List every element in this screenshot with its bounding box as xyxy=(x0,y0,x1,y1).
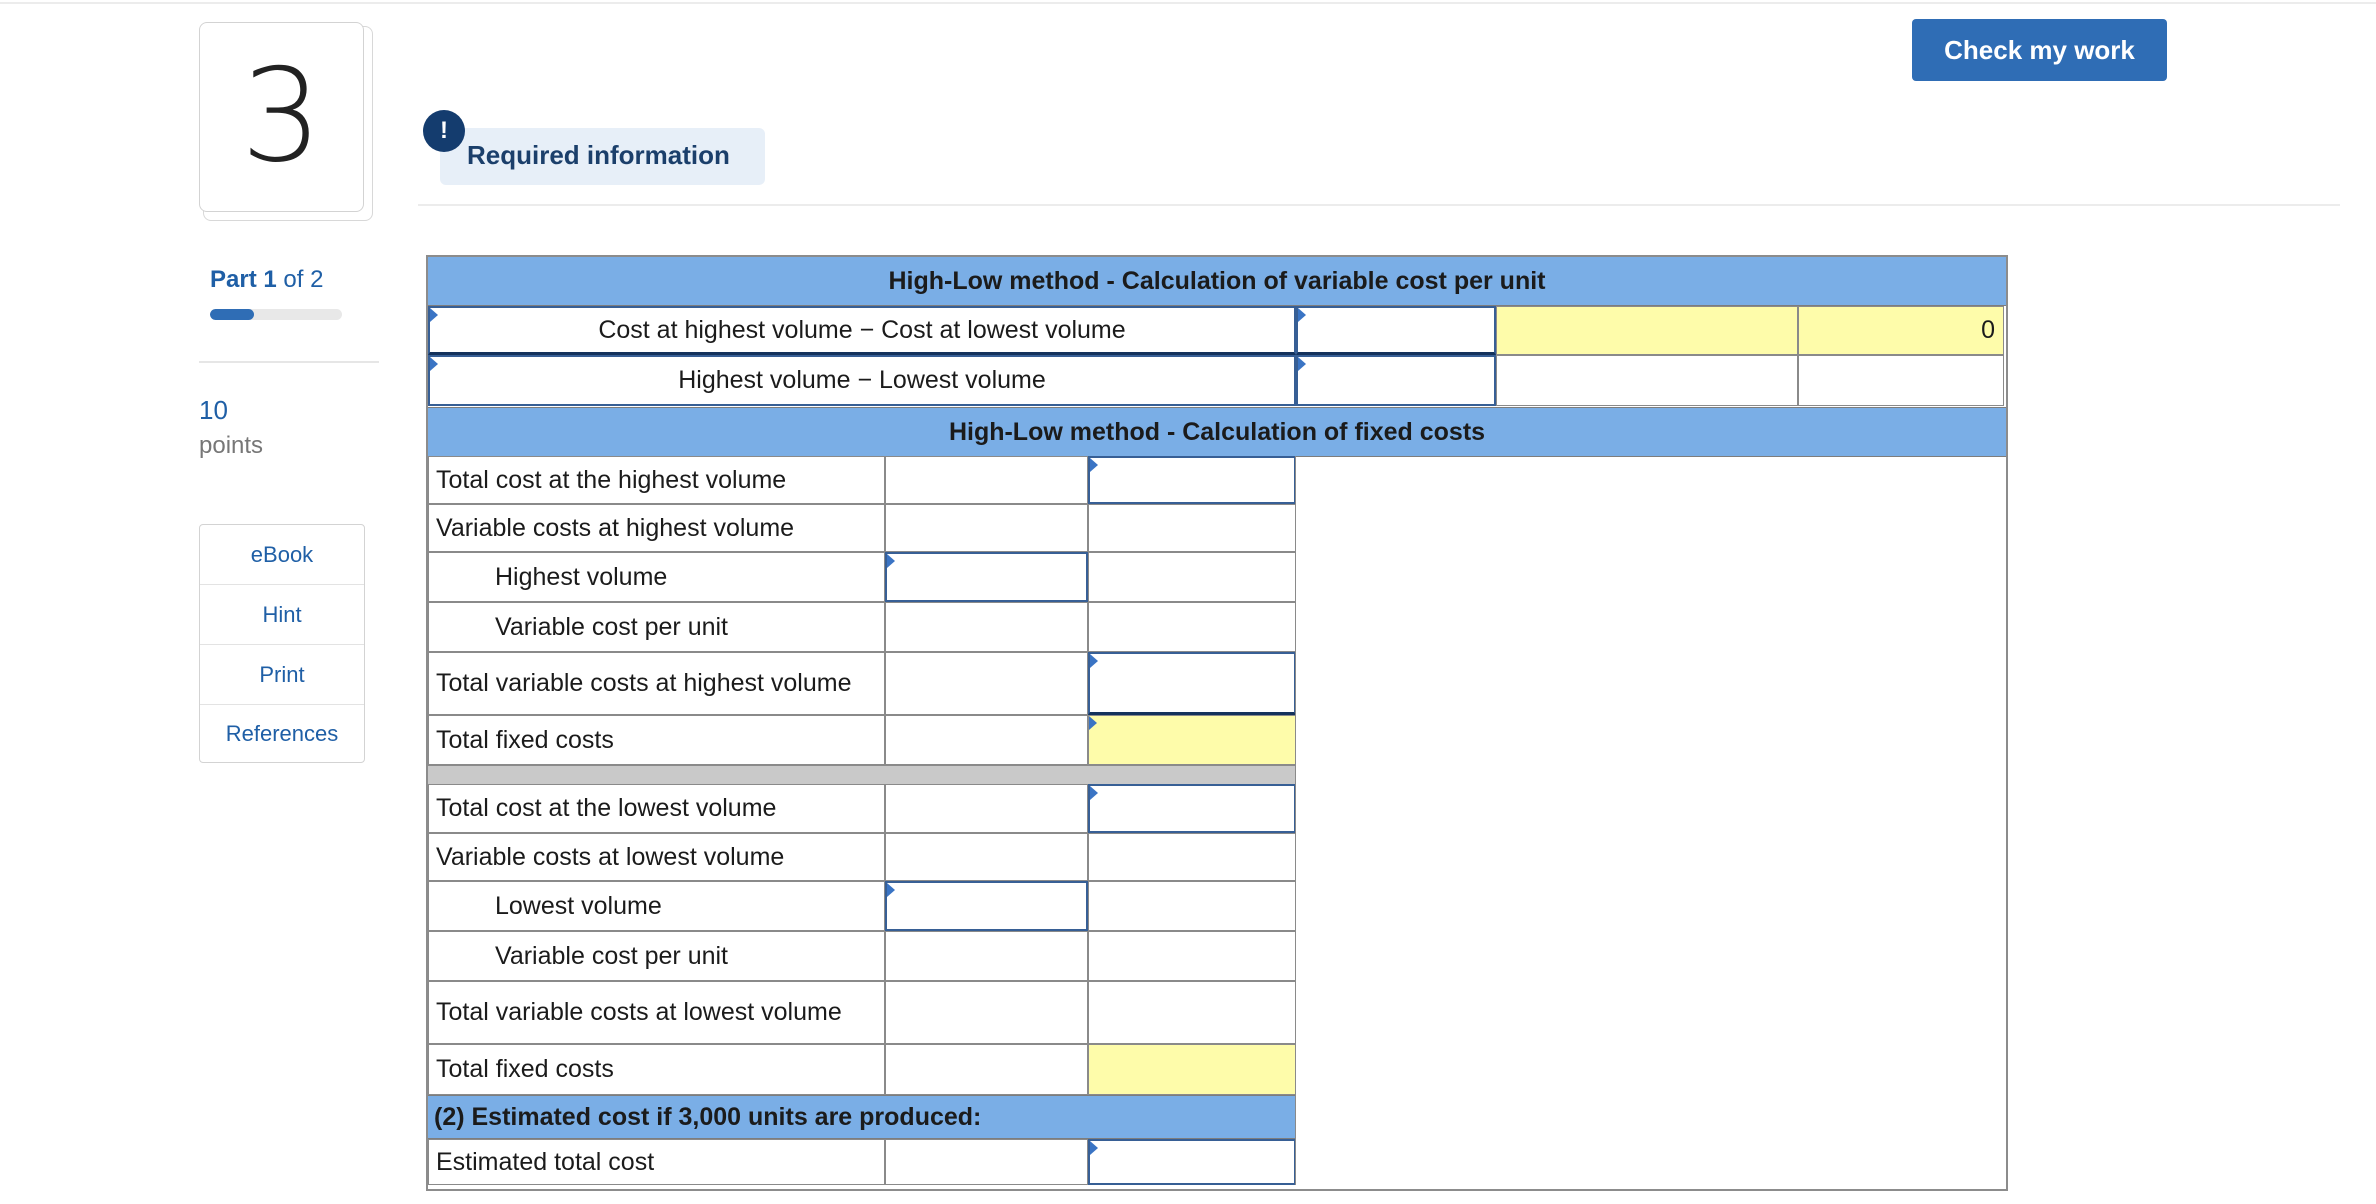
dropdown-marker-icon xyxy=(1298,357,1306,371)
part-current: 1 xyxy=(263,266,277,293)
highest-volume-col2 xyxy=(1088,552,1296,602)
var-denominator-operator-select[interactable] xyxy=(1296,355,1496,406)
low-variable-cost-per-unit-col2 xyxy=(1088,931,1296,981)
tools-panel xyxy=(199,524,365,763)
points-label: points xyxy=(199,432,264,459)
highest-volume-label: Highest volume xyxy=(428,552,885,602)
var-numerator-calculated xyxy=(1496,306,1798,355)
low-total-variable-costs-col1 xyxy=(885,981,1088,1044)
var-denominator-label: Highest volume − Lowest volume xyxy=(678,366,1046,394)
references-link[interactable]: References xyxy=(225,720,339,746)
high-variable-costs-label: Variable costs at highest volume xyxy=(428,504,885,552)
dropdown-marker-icon xyxy=(1298,308,1306,322)
question-number-card xyxy=(199,22,364,212)
estimate-header: (2) Estimated cost if 3,000 units are produced: xyxy=(428,1095,1296,1139)
print-link[interactable]: Print xyxy=(200,645,364,705)
input-marker-icon xyxy=(1090,1141,1098,1155)
high-total-cost-col1 xyxy=(885,456,1088,504)
var-numerator-operator-select[interactable] xyxy=(1296,306,1496,355)
high-variable-costs-col2 xyxy=(1088,504,1296,552)
high-total-fixed-costs-label: Total fixed costs xyxy=(428,715,885,765)
fixed-cost-header: High-Low method - Calculation of fixed costs xyxy=(428,407,2006,457)
low-variable-cost-per-unit-label: Variable cost per unit xyxy=(428,931,885,981)
high-total-cost-input[interactable] xyxy=(1088,456,1296,504)
section-separator xyxy=(428,765,1296,785)
high-total-variable-costs-input[interactable] xyxy=(1088,652,1296,715)
content-divider xyxy=(418,204,2340,206)
lowest-volume-col2 xyxy=(1088,881,1296,931)
sidebar-divider xyxy=(199,361,379,363)
lowest-volume-label: Lowest volume xyxy=(428,881,885,931)
high-total-fixed-costs-col1 xyxy=(885,715,1088,765)
part-indicator xyxy=(210,266,323,294)
low-variable-costs-label: Variable costs at lowest volume xyxy=(428,833,885,881)
high-low-worksheet xyxy=(426,255,2008,1191)
var-numerator-select[interactable] xyxy=(428,306,1296,355)
input-marker-icon xyxy=(1090,654,1098,668)
required-info-label[interactable]: Required information xyxy=(467,140,730,170)
low-total-variable-costs-label: Total variable costs at lowest volume xyxy=(428,981,885,1044)
top-divider xyxy=(0,2,2376,4)
dropdown-marker-icon xyxy=(430,308,438,322)
input-marker-icon xyxy=(887,883,895,897)
lowest-volume-input[interactable] xyxy=(885,881,1088,931)
high-total-variable-costs-label: Total variable costs at highest volume xyxy=(428,652,885,715)
part-progress-bar xyxy=(210,309,342,320)
subtable-right-edge xyxy=(1295,456,1296,1185)
low-total-fixed-costs-col1 xyxy=(885,1044,1088,1095)
part-prefix: Part xyxy=(210,266,257,293)
var-numerator-label: Cost at highest volume − Cost at lowest volume xyxy=(598,315,1126,344)
high-variable-costs-col1 xyxy=(885,504,1088,552)
part-progress-fill xyxy=(210,309,254,320)
high-total-fixed-costs-result xyxy=(1088,715,1296,765)
input-marker-icon xyxy=(1090,458,1098,472)
estimated-total-cost-col1 xyxy=(885,1139,1088,1185)
ebook-link[interactable]: eBook xyxy=(200,525,364,585)
low-total-variable-costs-col2 xyxy=(1088,981,1296,1044)
high-variable-cost-per-unit-col1 xyxy=(885,602,1088,652)
input-marker-icon xyxy=(887,554,895,568)
low-variable-costs-col2 xyxy=(1088,833,1296,881)
hint-link[interactable]: Hint xyxy=(200,585,364,645)
var-denominator-select[interactable] xyxy=(428,355,1296,406)
high-total-variable-costs-col1 xyxy=(885,652,1088,715)
question-number: 3 xyxy=(240,42,323,191)
var-cost-per-unit-result: 0 xyxy=(1798,306,2004,355)
high-variable-cost-per-unit-col2 xyxy=(1088,602,1296,652)
highest-volume-input[interactable] xyxy=(885,552,1088,602)
variable-cost-header: High-Low method - Calculation of variable cost per unit xyxy=(428,257,2006,306)
required-info-icon: ! xyxy=(423,110,465,152)
input-marker-icon xyxy=(1090,786,1098,800)
estimated-total-cost-input[interactable] xyxy=(1088,1139,1296,1185)
points-value: 10 xyxy=(199,395,228,425)
low-variable-cost-per-unit-col1 xyxy=(885,931,1088,981)
low-total-cost-col1 xyxy=(885,784,1088,833)
var-denominator-result xyxy=(1798,355,2004,406)
estimated-total-cost-label: Estimated total cost xyxy=(428,1139,885,1185)
low-total-fixed-costs-label: Total fixed costs xyxy=(428,1044,885,1095)
low-total-cost-input[interactable] xyxy=(1088,784,1296,833)
dropdown-marker-icon xyxy=(430,357,438,371)
high-total-cost-label: Total cost at the highest volume xyxy=(428,456,885,504)
input-marker-icon xyxy=(1089,716,1097,730)
low-total-cost-label: Total cost at the lowest volume xyxy=(428,784,885,833)
low-variable-costs-col1 xyxy=(885,833,1088,881)
var-denominator-calculated xyxy=(1496,355,1798,406)
part-total: of 2 xyxy=(283,266,324,293)
check-my-work-button[interactable]: Check my work xyxy=(1912,19,2167,81)
high-variable-cost-per-unit-label: Variable cost per unit xyxy=(428,602,885,652)
low-total-fixed-costs-result xyxy=(1088,1044,1296,1095)
